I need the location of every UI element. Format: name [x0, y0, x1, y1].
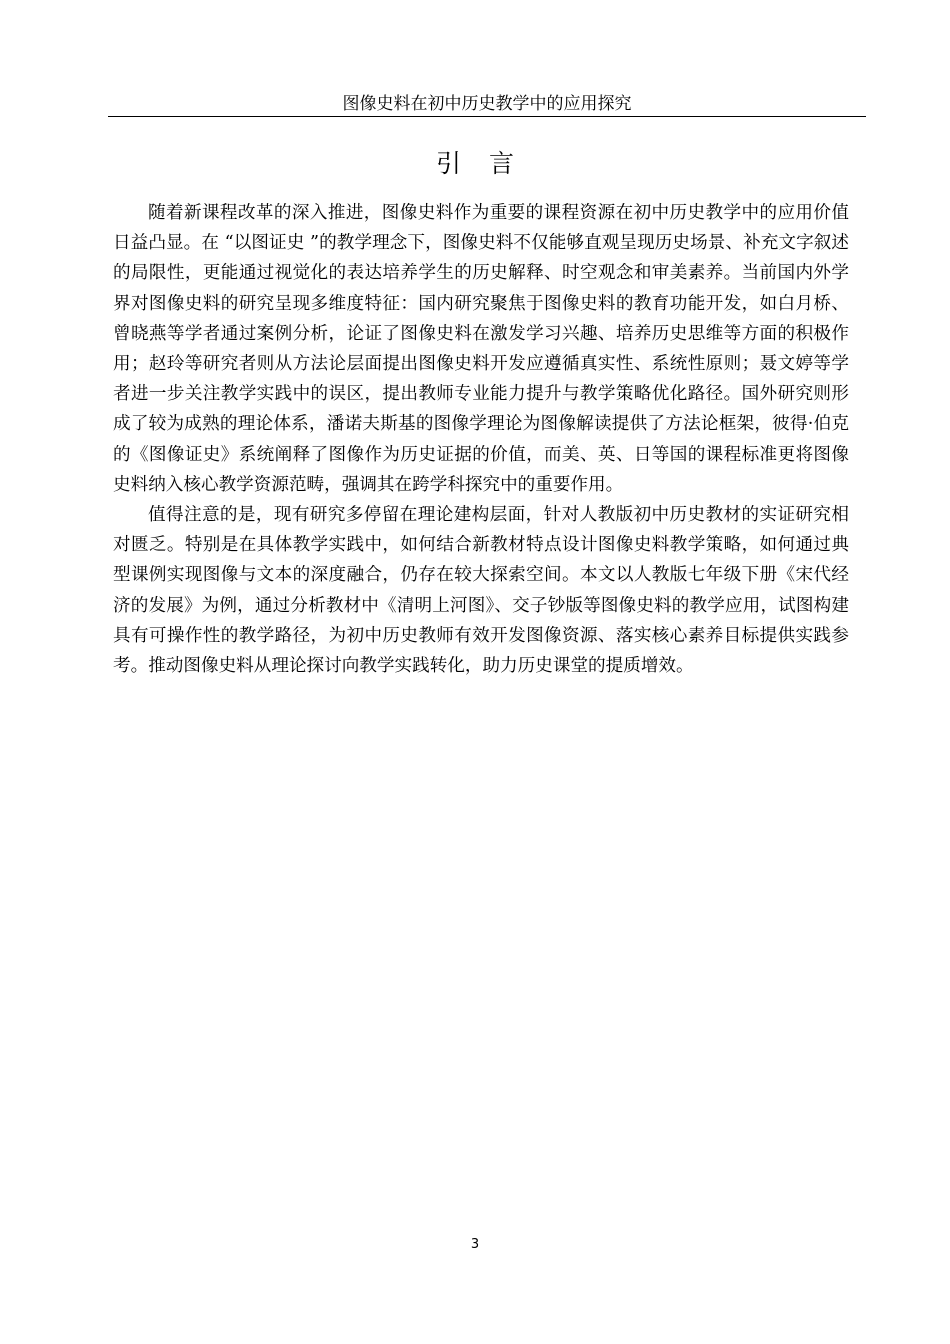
page-number: 3 — [470, 1237, 480, 1252]
paragraph-2: 值得注意的是，现有研究多停留在理论建构层面，针对人教版初中历史教材的实证研究相对匮乏。特别是在具体教学实践中，如何结合新教材特点设计图像史料教学策略，如何通过典型课例实现图像与文本的深度融合，仍存在较大探索空间。本文以人教版七年级下册《宋代经济的发展》为例，通过分析教材中《清明上河图》、交子钞版等图像史料的教学应用，试图构建具有可操作性的教学路径，为初中历史教师有效开发图像资源、落实核心素养目标提供实践参考。推动图像史料从理论探讨向教学实践转化，助力历史课堂的提质增效。 — [113, 505, 849, 677]
header-divider — [108, 116, 866, 117]
section-title: 引言 — [435, 149, 542, 178]
body-text — [113, 198, 849, 681]
running-header: 图像史料在初中历史教学中的应用探究 — [342, 94, 632, 114]
paragraph-1: 随着新课程改革的深入推进，图像史料作为重要的课程资源在初中历史教学中的应用价值日益凸显。在 “以图证史 ”的教学理念下，图像史料不仅能够直观呈现历史场景、补充文字叙述的局限性，更能通过视觉化的表达培养学生的历史解释、时空观念和审美素养。当前国内外学界对图像史料的研究呈现多维度特征：国内研究聚焦于图像史料的教育功能开发，如白月桥、曾晓燕等学者通过案例分析，论证了图像史料在激发学习兴趣、培养历史思维等方面的积极作用；赵玲等研究者则从方法论层面提出图像史料开发应遵循真实性、系统性原则；聂文婷等学者进一步关注教学实践中的误区，提出教师专业能力提升与教学策略优化路径。国外研究则形成了较为成熟的理论体系，潘诺夫斯基的图像学理论为图像解读提供了方法论框架，彼得·伯克的《图像证史》系统阐释了图像作为历史证据的价值，而美、英、日等国的课程标准更将图像史料纳入核心教学资源范畴，强调其在跨学科探究中的重要作用。 — [113, 203, 849, 495]
